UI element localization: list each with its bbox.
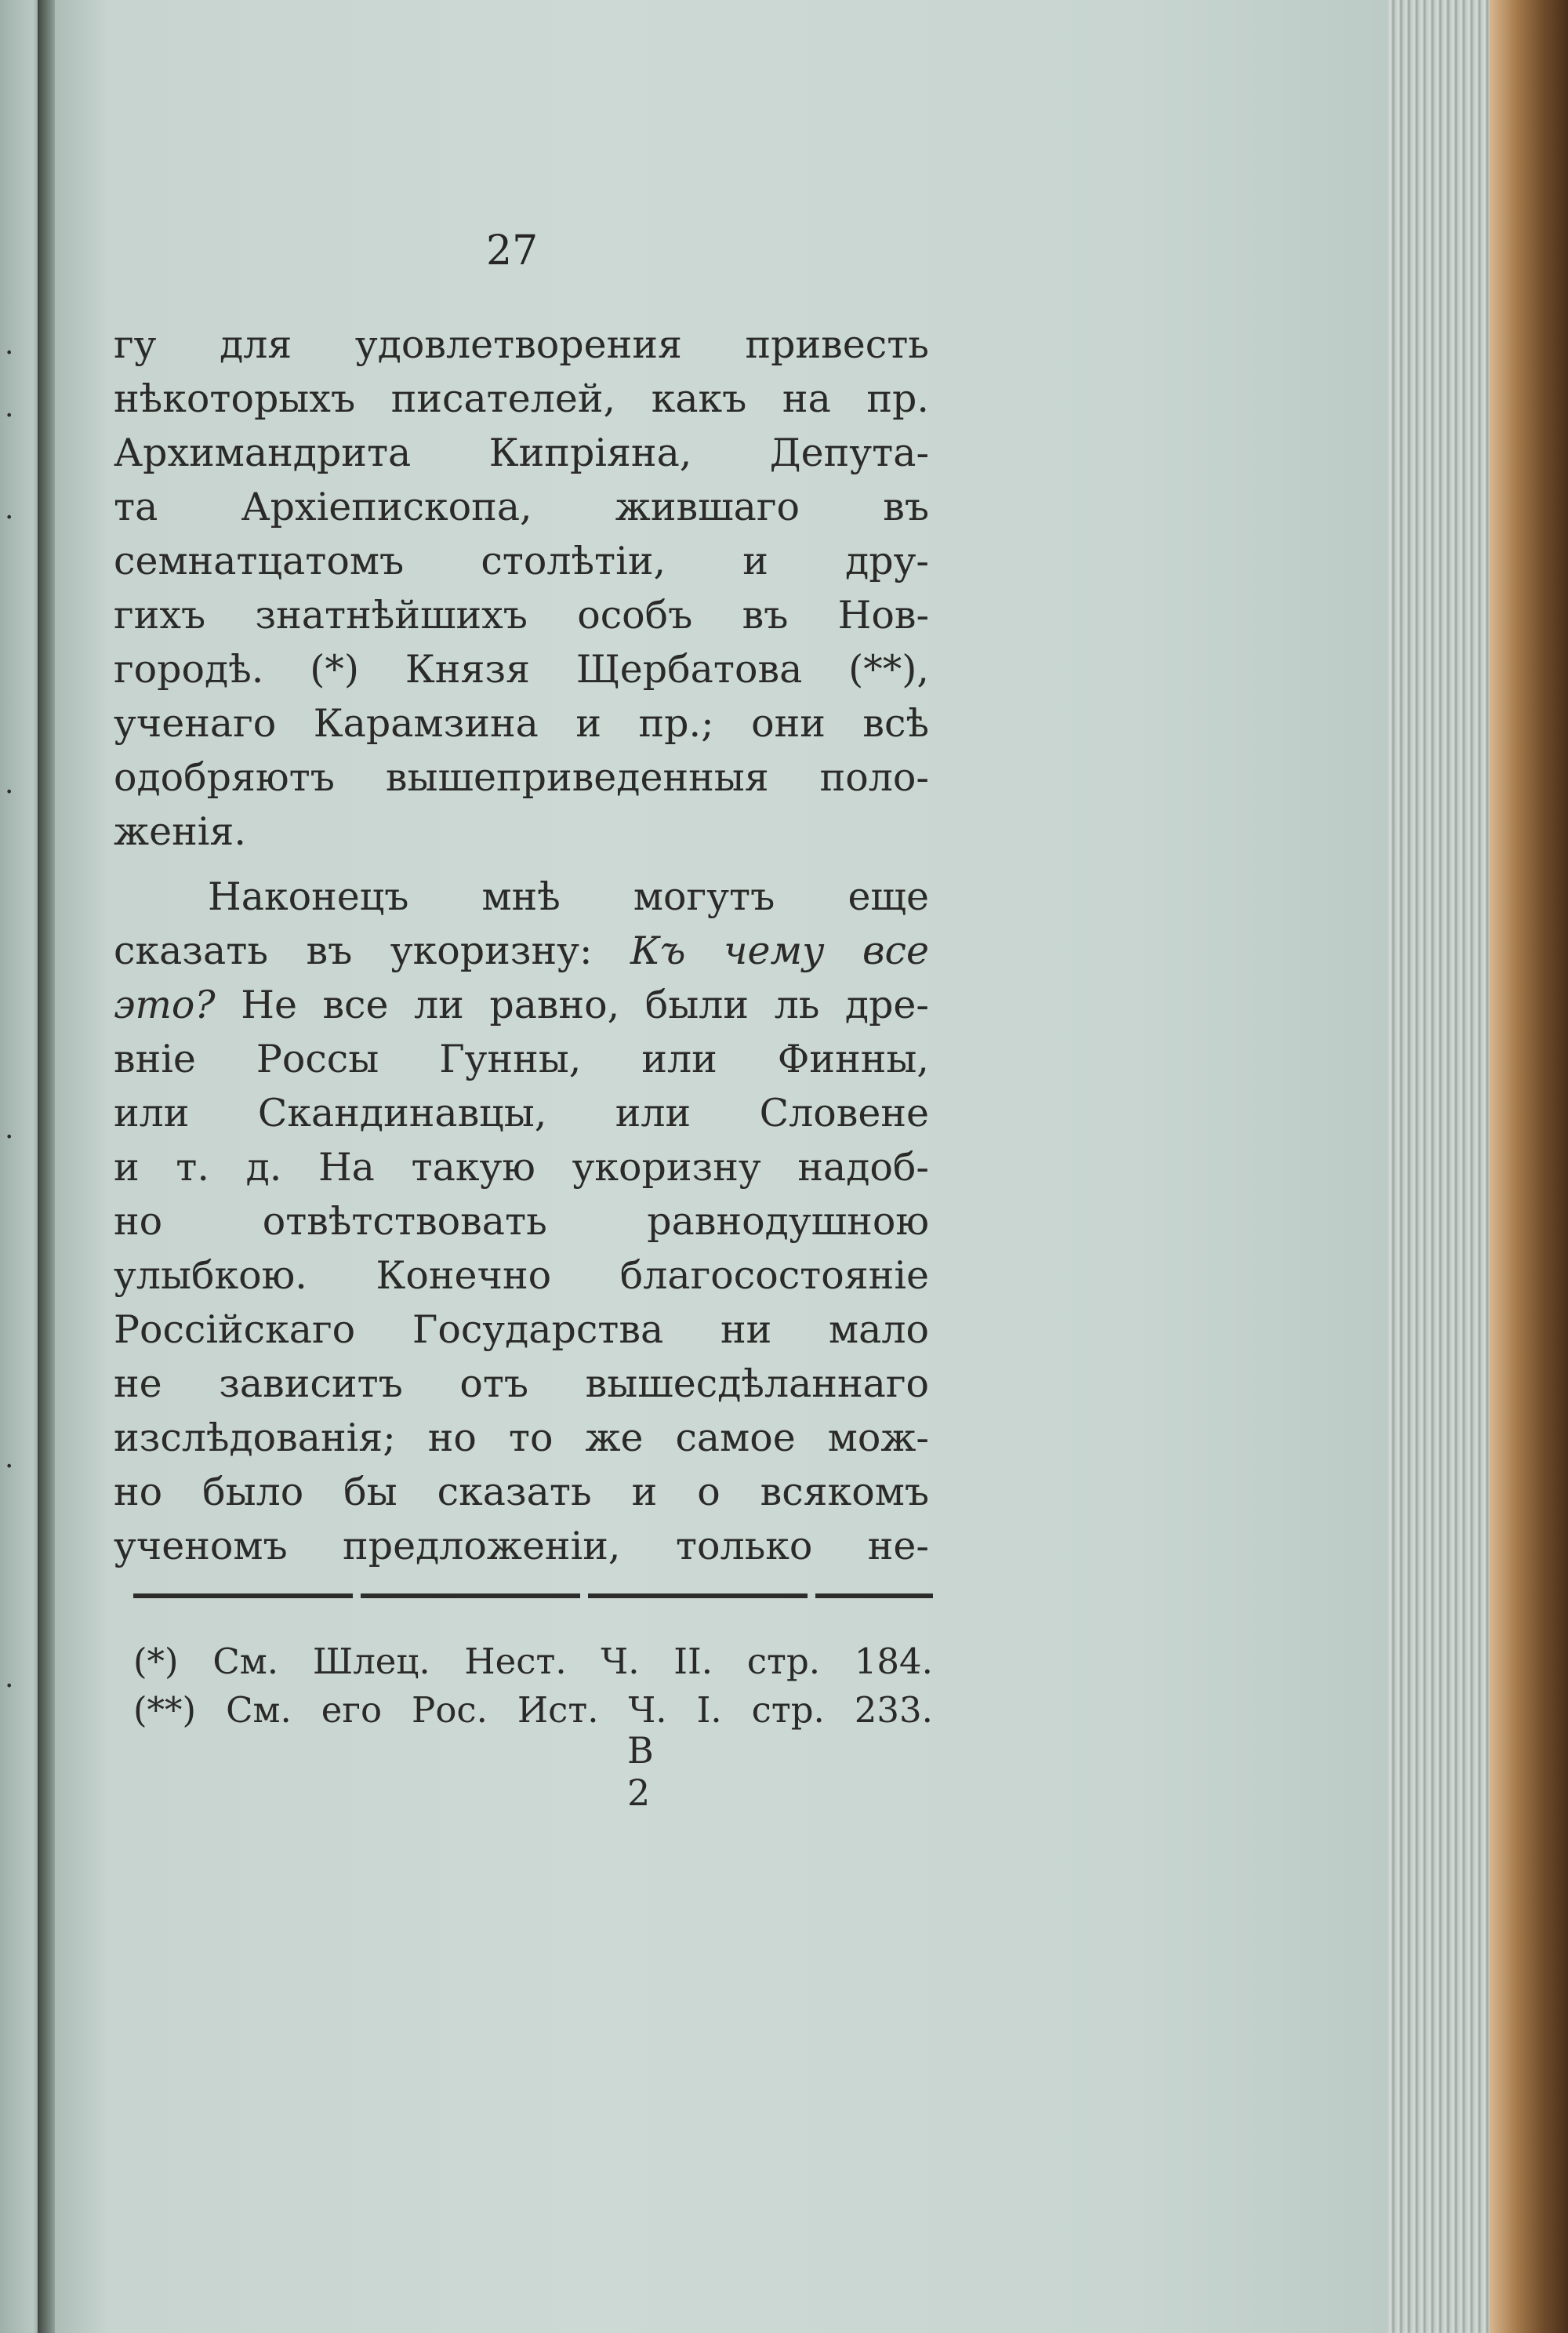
book-cover-board: [1490, 0, 1568, 2333]
text-line-mixed: [114, 978, 929, 1032]
printer-signature-mark: В 2: [627, 1729, 677, 1814]
text-line: Архимандрита Кипріяна, Депута-: [114, 431, 929, 475]
text-line: изслѣдованія; но то же самое мож-: [114, 1415, 929, 1460]
footnotes: [133, 1637, 933, 1735]
footnote: (*) См. Шлец. Нест. Ч. II. стр. 184.: [133, 1641, 933, 1682]
text-line: женія.: [114, 809, 246, 854]
text-line: Россійскаго Государства ни мало: [114, 1307, 929, 1352]
text-line: семнатцатомъ столѣтіи, и дру-: [114, 539, 929, 583]
text-line: городѣ. (*) Князя Щербатова (**),: [114, 647, 929, 692]
text-line: вніе Россы Гунны, или Финны,: [114, 1037, 929, 1081]
text-run: сказать въ укоризну:: [114, 928, 593, 973]
text-line: улыбкою. Конечно благосостояніе: [114, 1253, 929, 1298]
page-number: 27: [486, 227, 539, 274]
text-run: Не все ли равно, были ль дре-: [241, 983, 929, 1027]
facing-page-text-fragments: · · · · · · ·: [5, 337, 14, 1703]
text-line: одобряютъ вышеприведенныя поло-: [114, 755, 929, 800]
text-line: ученаго Карамзина и пр.; они всѣ: [114, 701, 929, 746]
text-line: та Архіепископа, жившаго въ: [114, 485, 929, 529]
text-line: гихъ знатнѣйшихъ особъ въ Нов-: [114, 593, 929, 638]
footnote-rule: [133, 1593, 933, 1598]
italic-run: Къ чему все: [630, 928, 930, 973]
text-line: и т. д. На такую укоризну надоб-: [114, 1145, 929, 1190]
text-line: ученомъ предложеніи, только не-: [114, 1524, 929, 1568]
text-line: но было бы сказать и о всякомъ: [114, 1470, 929, 1514]
text-line: но отвѣтствовать равнодушною: [114, 1199, 929, 1244]
text-line: не зависитъ отъ вышесдѣланнаго: [114, 1361, 929, 1406]
italic-run: это?: [114, 983, 216, 1027]
text-line-mixed: [114, 924, 929, 978]
main-text: [114, 318, 929, 1573]
paragraph-first-line: Наконецъ мнѣ могутъ еще: [208, 874, 929, 919]
footnote: (**) См. его Рос. Ист. Ч. I. стр. 233.: [133, 1689, 933, 1731]
text-line: гу для удовлетворения привесть: [114, 322, 929, 367]
text-line: нѣкоторыхъ писателей, какъ на пр.: [114, 376, 929, 421]
text-line: или Скандинавцы, или Словене: [114, 1091, 929, 1136]
page-block-edges: [1388, 0, 1490, 2333]
